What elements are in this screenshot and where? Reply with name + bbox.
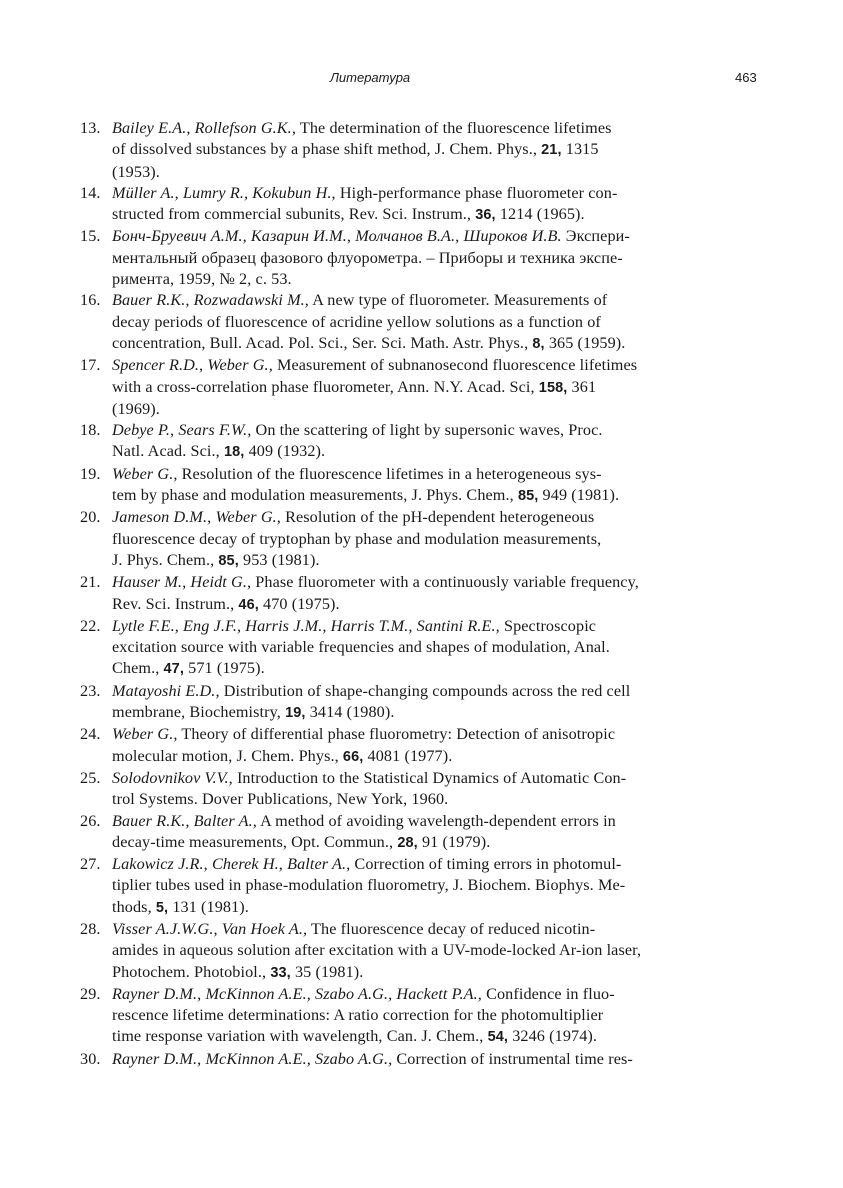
reference-number: 13. [80,119,101,137]
reference-item [80,1049,800,1070]
reference-number: 23. [80,681,101,700]
reference-pages-year: 1315 (1953). [112,140,599,181]
reference-title-source: Theory of differential phase fluorometry: Detection of anisotropic molecular motion, J. Chem. Phys., [112,725,616,765]
reference-item [80,290,800,355]
reference-authors: Bauer R.K., Balter A., [112,811,257,830]
reference-item [80,984,800,1049]
reference-item [80,616,800,681]
reference-text [112,681,800,725]
reference-number: 22. [80,616,101,635]
reference-number: 19. [80,464,101,483]
reference-text [112,226,800,290]
reference-volume: 33, [270,964,291,981]
reference-volume: 47, [163,661,184,678]
page-number: 463 [735,70,757,85]
reference-pages-year: 365 (1959). [544,333,626,352]
reference-text [112,984,800,1049]
reference-volume: 19, [285,705,306,722]
reference-pages-year: 949 (1981). [538,486,620,505]
reference-number: 18. [80,421,101,440]
reference-number: 25. [80,768,101,787]
reference-volume: 85, [218,552,239,569]
reference-text [112,572,800,616]
reference-title-source: Phase fluorometer with a continuously variable frequency, Rev. Sci. Instrum., [112,573,639,613]
reference-text [112,118,800,183]
reference-item [80,854,800,919]
reference-authors: Lytle F.E., Eng J.F., Harris J.M., Harris T.M., Santini R.E., [112,616,500,635]
reference-item [80,420,800,464]
reference-volume: 158, [538,379,568,396]
reference-title-source: On the scattering of light by supersonic waves, Proc. Natl. Acad. Sci., [112,421,603,461]
reference-volume: 66, [342,748,364,765]
reference-title-source: High-performance phase fluorometer con- structed from commercial subunits, Rev. Sci. Instrum., [112,183,618,224]
reference-text [112,724,800,768]
reference-item [80,919,800,984]
reference-title-source: Confidence in fluo- rescence lifetime determinations: A ratio correction for the photomultiplier time response variation with wavelength, Can. J. Chem., [112,984,615,1046]
reference-title-source: The fluorescence decay of reduced nicotin- amides in aqueous solution after excitation with a UV-mode-locked Ar-ion laser, Photochem. Photobiol., [112,919,642,981]
reference-text [112,355,800,420]
reference-authors: Bailey E.A., Rollefson G.K., [112,119,296,137]
reference-title-source: Measurement of subnanosecond fluorescence lifetimes with a cross-correlation phase fluorometer, Ann. N.Y. Acad. Sci, [112,356,638,396]
reference-authors: Spencer R.D., Weber G., [112,356,273,375]
reference-number: 20. [80,508,101,527]
reference-volume: 54, [487,1029,509,1046]
reference-pages-year: 4081 (1977). [363,746,453,765]
reference-authors: Solodovnikov V.V., [112,768,233,787]
reference-volume: 21, [541,142,562,159]
reference-title-source: Экспери- ментальный образец фазового флуорометра. – Приборы и техника экспе- римента, 1959, № 2, с. 53. [112,227,630,289]
reference-authors: Müller A., Lumry R., Kokubun H., [112,183,336,202]
reference-volume: 36, [475,207,496,224]
reference-text [112,616,800,681]
reference-text [112,1049,800,1070]
reference-pages-year: 3246 (1974). [508,1027,598,1046]
reference-title-source: Resolution of the pH-dependent heterogeneous fluorescence decay of tryptophan by phase and modulation measurements, J. Phys. Chem., [112,508,602,569]
reference-volume: 18, [223,444,245,461]
reference-number: 15. [80,227,101,246]
reference-item [80,811,800,855]
reference-item [80,464,800,508]
reference-pages-year: 1214 (1965). [495,205,585,224]
reference-pages-year: 361 (1969). [112,377,597,418]
reference-number: 24. [80,725,101,744]
reference-text [112,464,800,508]
reference-item [80,118,800,183]
reference-authors: Visser A.J.W.G., Van Hoek A., [112,919,308,938]
reference-text [112,768,800,811]
reference-pages-year: 470 (1975). [258,594,340,613]
reference-pages-year: 953 (1981). [238,550,320,569]
reference-text [112,420,800,464]
reference-item [80,681,800,725]
reference-number: 17. [80,356,101,375]
reference-number: 30. [80,1049,101,1068]
reference-item [80,355,800,420]
reference-authors: Bauer R.K., Rozwadawski M., [112,291,309,310]
reference-item [80,768,800,811]
reference-volume: 46, [238,596,259,613]
running-head-title: Литература [330,70,411,85]
reference-title-source: Spectroscopic excitation source with variable frequencies and shapes of modulation, Anal. Chem., [112,616,610,678]
reference-authors: Rayner D.M., McKinnon A.E., Szabo A.G., [112,1049,393,1068]
reference-title-source: Correction of instrumental time res- [392,1049,633,1068]
reference-text [112,183,800,227]
reference-volume: 5, [155,899,169,916]
reference-text [112,854,800,919]
reference-number: 16. [80,291,101,310]
running-head [0,70,843,90]
reference-authors: Бонч-Бруевич А.М., Казарин И.М., Молчанов В.А., Широков И.В. [112,227,562,246]
reference-number: 28. [80,919,101,938]
reference-pages-year: 571 (1975). [183,659,265,678]
reference-authors: Jameson D.M., Weber G., [112,508,281,527]
reference-number: 26. [80,811,101,830]
reference-title-source: Correction of timing errors in photomul- tiplier tubes used in phase-modulation fluorometry, J. Biochem. Biophys. Me- thods, [112,855,626,916]
reference-title-source: Resolution of the fluorescence lifetimes in a heterogeneous sys- tem by phase and modulation measurements, J. Phys. Chem., [112,464,602,505]
reference-title-source: A new type of fluorometer. Measurements of decay periods of fluorescence of acridine yellow solutions as a function of concentration, Bull. Acad. Pol. Sci., Ser. Sci. Math. Astr. Phys., [112,291,608,352]
reference-title-source: The determination of the fluorescence lifetimes of dissolved substances by a phase shift method, J. Chem. Phys., [112,119,612,159]
reference-authors: Matayoshi E.D., [112,681,220,700]
reference-item [80,507,800,572]
reference-authors: Lakowicz J.R., Cherek H., Balter A., [112,855,351,874]
reference-number: 27. [80,855,101,874]
reference-number: 21. [80,573,101,592]
reference-item [80,226,800,290]
reference-volume: 8, [532,335,545,352]
reference-text [112,290,800,355]
reference-pages-year: 3414 (1980). [305,703,395,722]
reference-title-source: A method of avoiding wavelength-dependent errors in decay-time measurements, Opt. Commun., [112,811,616,851]
reference-title-source: Introduction to the Statistical Dynamics of Automatic Con- trol Systems. Dover Publications, New York, 1960. [112,768,627,809]
reference-pages-year: 409 (1932). [244,442,326,461]
reference-authors: Weber G., [112,725,178,744]
reference-authors: Hauser M., Heidt G., [112,573,252,592]
reference-volume: 28, [397,834,418,851]
reference-item [80,183,800,227]
reference-number: 14. [80,183,101,202]
reference-text [112,811,800,855]
reference-number: 29. [80,984,101,1003]
reference-pages-year: 131 (1981). [168,897,249,916]
reference-title-source: Distribution of shape-changing compounds across the red cell membrane, Biochemistry, [112,681,631,722]
reference-item [80,572,800,616]
reference-text [112,919,800,984]
reference-list [80,118,800,1070]
reference-volume: 85, [517,488,539,505]
reference-pages-year: 91 (1979). [417,832,491,851]
reference-text [112,507,800,572]
reference-item [80,724,800,768]
reference-authors: Debye P., Sears F.W., [112,421,252,440]
reference-pages-year: 35 (1981). [290,962,364,981]
reference-authors: Rayner D.M., McKinnon A.E., Szabo A.G., Hackett P.A., [112,984,482,1003]
reference-authors: Weber G., [112,464,178,483]
